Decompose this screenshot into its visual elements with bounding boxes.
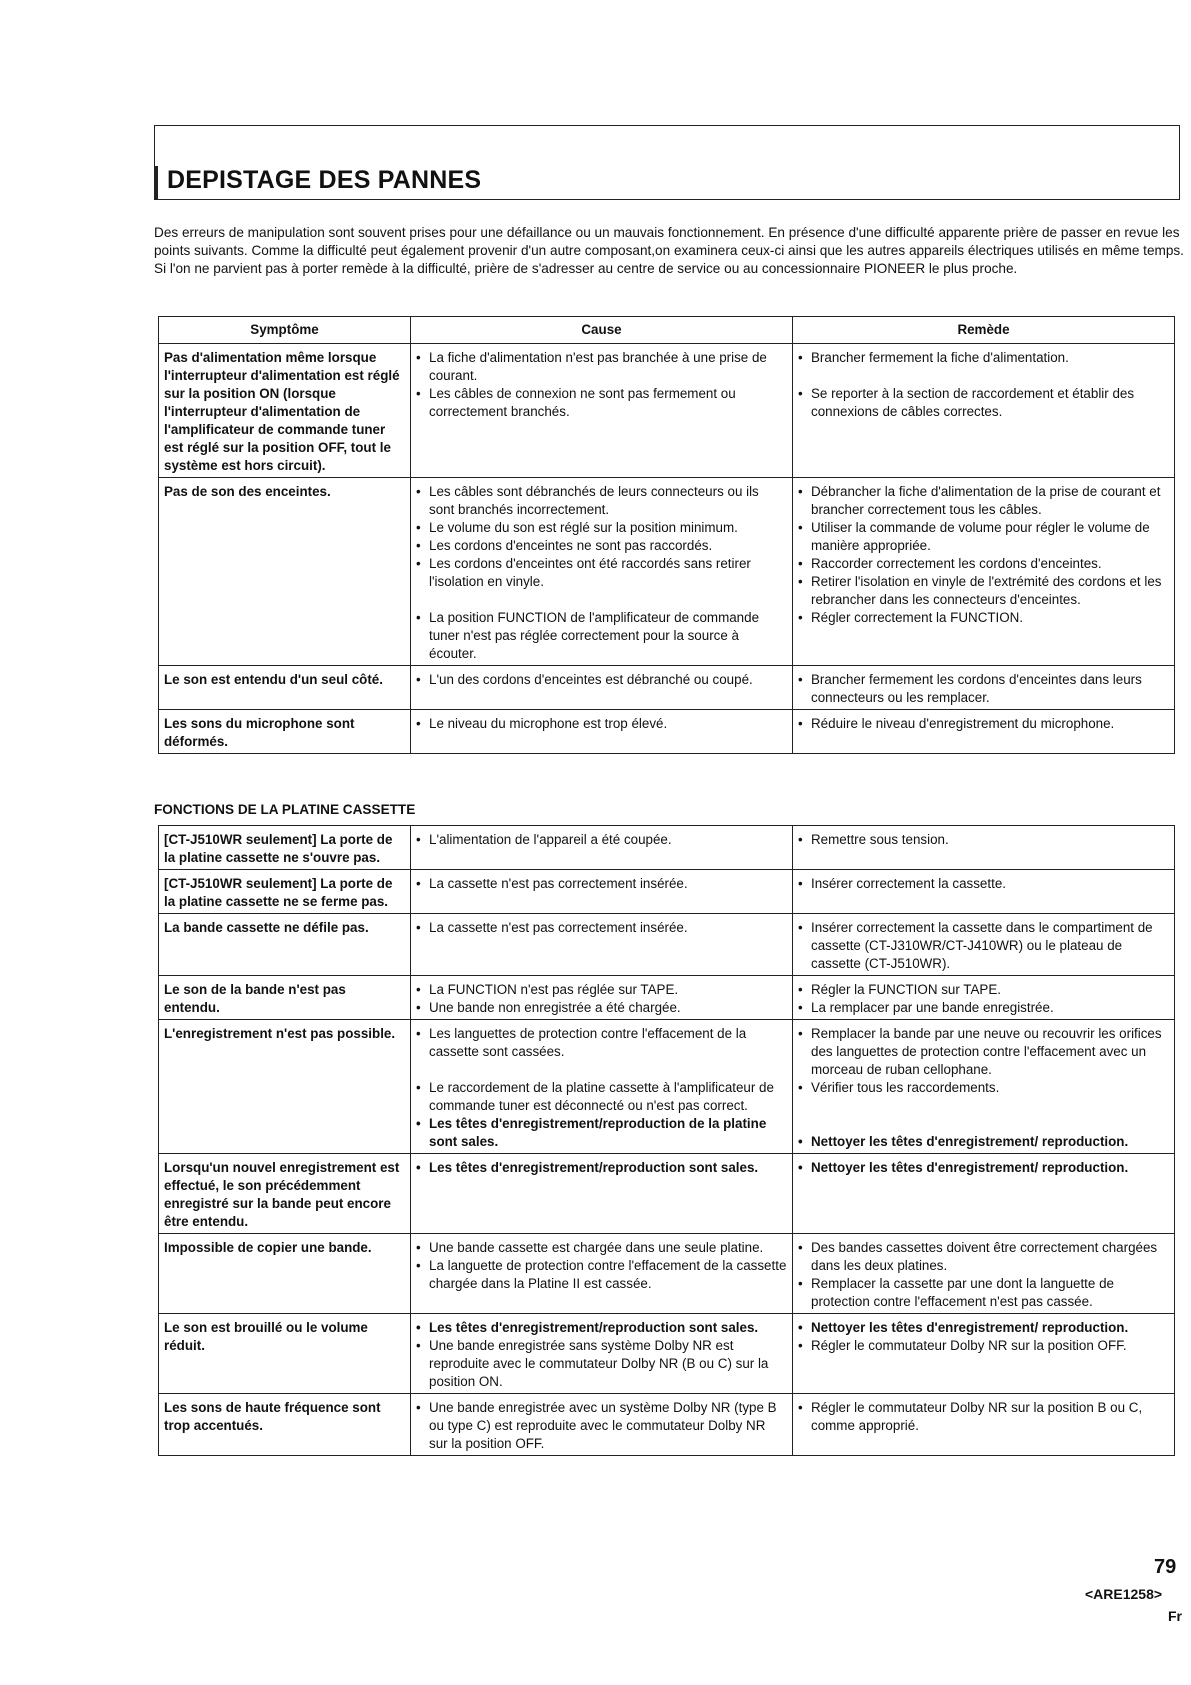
remedy-item: • Nettoyer les têtes d'enregistrement/ reproduction.: [798, 1319, 1169, 1337]
troubleshooting-table-general: [158, 316, 1175, 754]
remedy-item: • Vérifier tous les raccordements.: [798, 1079, 1169, 1097]
title-box: [154, 125, 1180, 200]
symptom-cell: [CT-J510WR seulement] La porte de la platine cassette ne s'ouvre pas.: [159, 826, 411, 870]
remedy-item: • Régler correctement la FUNCTION.: [798, 609, 1169, 627]
intro-text: [154, 224, 1184, 278]
cause-cell: [411, 914, 793, 976]
header-cause: Cause: [411, 317, 793, 344]
cause-item: • Les câbles sont débranchés de leurs connecteurs ou ils sont branchés incorrectement.: [416, 483, 787, 519]
cassette-section-heading: FONCTIONS DE LA PLATINE CASSETTE: [154, 802, 416, 817]
cause-item: • Les câbles de connexion ne sont pas fermement ou correctement branchés.: [416, 385, 787, 421]
troubleshooting-table-cassette: [158, 825, 1175, 1456]
cause-item: • La FUNCTION n'est pas réglée sur TAPE.: [416, 981, 787, 999]
cause-cell: [411, 1394, 793, 1456]
cause-item: • Une bande enregistrée sans système Dolby NR est reproduite avec le commutateur Dolby NR (B ou C) sur la position ON.: [416, 1337, 787, 1391]
cause-item: • Une bande non enregistrée a été chargée.: [416, 999, 787, 1017]
symptom-cell: Le son est brouillé ou le volume réduit.: [159, 1314, 411, 1394]
remedy-item: • Remplacer la bande par une neuve ou recouvrir les orifices des languettes de protection contre l'effacement avec un morceau de ruban cellophane.: [798, 1025, 1169, 1079]
remedy-item: • Remettre sous tension.: [798, 831, 1169, 849]
remedy-cell: [793, 826, 1175, 870]
cause-item: • La position FUNCTION de l'amplificateur de commande tuner n'est pas réglée correctement pour la source à écouter.: [416, 609, 787, 663]
remedy-cell: [793, 1020, 1175, 1154]
remedy-item: • Des bandes cassettes doivent être correctement chargées dans les deux platines.: [798, 1239, 1169, 1275]
cause-cell: [411, 1020, 793, 1154]
language-code: Fr: [1168, 1608, 1182, 1624]
cause-item: • Les languettes de protection contre l'effacement de la cassette sont cassées.: [416, 1025, 787, 1061]
remedy-cell: [793, 1394, 1175, 1456]
remedy-item: • Nettoyer les têtes d'enregistrement/ reproduction.: [798, 1133, 1169, 1151]
page-number: 79: [1154, 1556, 1177, 1578]
symptom-cell: Le son de la bande n'est pas entendu.: [159, 976, 411, 1020]
remedy-cell: [793, 1154, 1175, 1234]
table-row: [159, 478, 1175, 666]
intro-paragraph: Des erreurs de manipulation sont souvent prises pour une défaillance ou un mauvais fonctionnement. En présence d'une difficulté apparente prière de passer en revue les points suivants. Comme la difficulté peut également provenir d'un autre composant,on examinera ceux-ci ainsi que les autres appareils électriques utilisés en même temps.: [154, 225, 1184, 258]
table-row: [159, 1154, 1175, 1234]
cause-cell: [411, 870, 793, 914]
cause-cell: [411, 976, 793, 1020]
cause-item: • L'alimentation de l'appareil a été coupée.: [416, 831, 787, 849]
cause-item: • Le volume du son est réglé sur la position minimum.: [416, 519, 787, 537]
remedy-cell: [793, 870, 1175, 914]
cause-cell: [411, 710, 793, 754]
remedy-cell: [793, 710, 1175, 754]
remedy-cell: [793, 1234, 1175, 1314]
cause-item: • Les têtes d'enregistrement/reproduction de la platine sont sales.: [416, 1115, 787, 1151]
cause-item: • Le niveau du microphone est trop élevé.: [416, 715, 787, 733]
cause-item: • La languette de protection contre l'effacement de la cassette chargée dans la Platine II est cassée.: [416, 1257, 787, 1293]
table-row: [159, 1234, 1175, 1314]
remedy-item: • Remplacer la cassette par une dont la languette de protection contre l'effacement n'est pas cassée.: [798, 1275, 1169, 1311]
remedy-item: • Retirer l'isolation en vinyle de l'extrémité des cordons et les rebrancher dans les connecteurs d'enceintes.: [798, 573, 1169, 609]
remedy-item: • Brancher fermement les cordons d'enceintes dans leurs connecteurs ou les remplacer.: [798, 671, 1169, 707]
table-row: [159, 826, 1175, 870]
symptom-cell: La bande cassette ne défile pas.: [159, 914, 411, 976]
remedy-item: • Régler la FUNCTION sur TAPE.: [798, 981, 1169, 999]
cause-cell: [411, 826, 793, 870]
cause-item: • Les têtes d'enregistrement/reproduction sont sales.: [416, 1159, 787, 1177]
cause-cell: [411, 1314, 793, 1394]
cause-cell: [411, 1154, 793, 1234]
header-remedy: Remède: [793, 317, 1175, 344]
header-symptom: Symptôme: [159, 317, 411, 344]
cause-item: • Les têtes d'enregistrement/reproduction sont sales.: [416, 1319, 787, 1337]
symptom-cell: Lorsqu'un nouvel enregistrement est effectué, le son précédemment enregistré sur la bande peut encore être entendu.: [159, 1154, 411, 1234]
remedy-item: • Régler le commutateur Dolby NR sur la position OFF.: [798, 1337, 1169, 1355]
remedy-cell: [793, 1314, 1175, 1394]
cause-item: • Les cordons d'enceintes ne sont pas raccordés.: [416, 537, 787, 555]
table-row: [159, 1314, 1175, 1394]
cause-item: • La cassette n'est pas correctement insérée.: [416, 919, 787, 937]
cause-item: • La cassette n'est pas correctement insérée.: [416, 875, 787, 893]
cause-item: • La fiche d'alimentation n'est pas branchée à une prise de courant.: [416, 349, 787, 385]
remedy-item: • Débrancher la fiche d'alimentation de la prise de courant et brancher correctement tous les câbles.: [798, 483, 1169, 519]
remedy-item: • Réduire le niveau d'enregistrement du microphone.: [798, 715, 1169, 733]
remedy-item: • Insérer correctement la cassette.: [798, 875, 1169, 893]
remedy-item: • Se reporter à la section de raccordement et établir des connexions de câbles correctes.: [798, 385, 1169, 421]
symptom-cell: Le son est entendu d'un seul côté.: [159, 666, 411, 710]
symptom-cell: Impossible de copier une bande.: [159, 1234, 411, 1314]
page-title: DEPISTAGE DES PANNES: [167, 166, 482, 194]
symptom-cell: Les sons de haute fréquence sont trop accentués.: [159, 1394, 411, 1456]
cause-cell: [411, 666, 793, 710]
cause-item: • Une bande enregistrée avec un système Dolby NR (type B ou type C) est reproduite avec le commutateur Dolby NR sur la position OFF.: [416, 1399, 787, 1453]
symptom-cell: [CT-J510WR seulement] La porte de la platine cassette ne se ferme pas.: [159, 870, 411, 914]
remedy-cell: [793, 478, 1175, 666]
remedy-cell: [793, 666, 1175, 710]
title-left-rule: [155, 166, 158, 200]
cause-cell: [411, 478, 793, 666]
table-header-row: [159, 317, 1175, 344]
remedy-item: • Nettoyer les têtes d'enregistrement/ reproduction.: [798, 1159, 1169, 1177]
remedy-cell: [793, 976, 1175, 1020]
remedy-item: • Utiliser la commande de volume pour régler le volume de manière appropriée.: [798, 519, 1169, 555]
remedy-cell: [793, 344, 1175, 478]
remedy-item: • Brancher fermement la fiche d'alimentation.: [798, 349, 1169, 367]
remedy-item: • La remplacer par une bande enregistrée.: [798, 999, 1169, 1017]
table-row: [159, 1394, 1175, 1456]
table-row: [159, 976, 1175, 1020]
remedy-item: • Régler le commutateur Dolby NR sur la position B ou C, comme approprié.: [798, 1399, 1169, 1435]
remedy-item: • Insérer correctement la cassette dans le compartiment de cassette (CT-J310WR/CT-J410WR) ou le plateau de cassette (CT-J510WR).: [798, 919, 1169, 973]
remedy-item: • Raccorder correctement les cordons d'enceintes.: [798, 555, 1169, 573]
cause-cell: [411, 344, 793, 478]
cause-item: • Les cordons d'enceintes ont été raccordés sans retirer l'isolation en vinyle.: [416, 555, 787, 591]
table-row: [159, 870, 1175, 914]
table-row: [159, 710, 1175, 754]
symptom-cell: Pas de son des enceintes.: [159, 478, 411, 666]
symptom-cell: Pas d'alimentation même lorsque l'interrupteur d'alimentation est réglé sur la position ON (lorsque l'interrupteur d'alimentation de l'amplificateur de commande tuner est réglé sur la position OFF, tout le système est hors circuit).: [159, 344, 411, 478]
remedy-cell: [793, 914, 1175, 976]
table-row: [159, 1020, 1175, 1154]
table-row: [159, 914, 1175, 976]
table-row: [159, 666, 1175, 710]
symptom-cell: L'enregistrement n'est pas possible.: [159, 1020, 411, 1154]
cause-item: • Une bande cassette est chargée dans une seule platine.: [416, 1239, 787, 1257]
cause-item: • L'un des cordons d'enceintes est débranché ou coupé.: [416, 671, 787, 689]
table-row: [159, 344, 1175, 478]
intro-paragraph: Si l'on ne parvient pas à porter remède à la difficulté, prière de s'adresser au centre de service ou au concessionnaire PIONEER le plus proche.: [154, 261, 1018, 276]
document-reference: <ARE1258>: [1085, 1586, 1163, 1602]
symptom-cell: Les sons du microphone sont déformés.: [159, 710, 411, 754]
cause-cell: [411, 1234, 793, 1314]
cause-item: • Le raccordement de la platine cassette à l'amplificateur de commande tuner est déconnecté ou n'est pas correct.: [416, 1079, 787, 1115]
